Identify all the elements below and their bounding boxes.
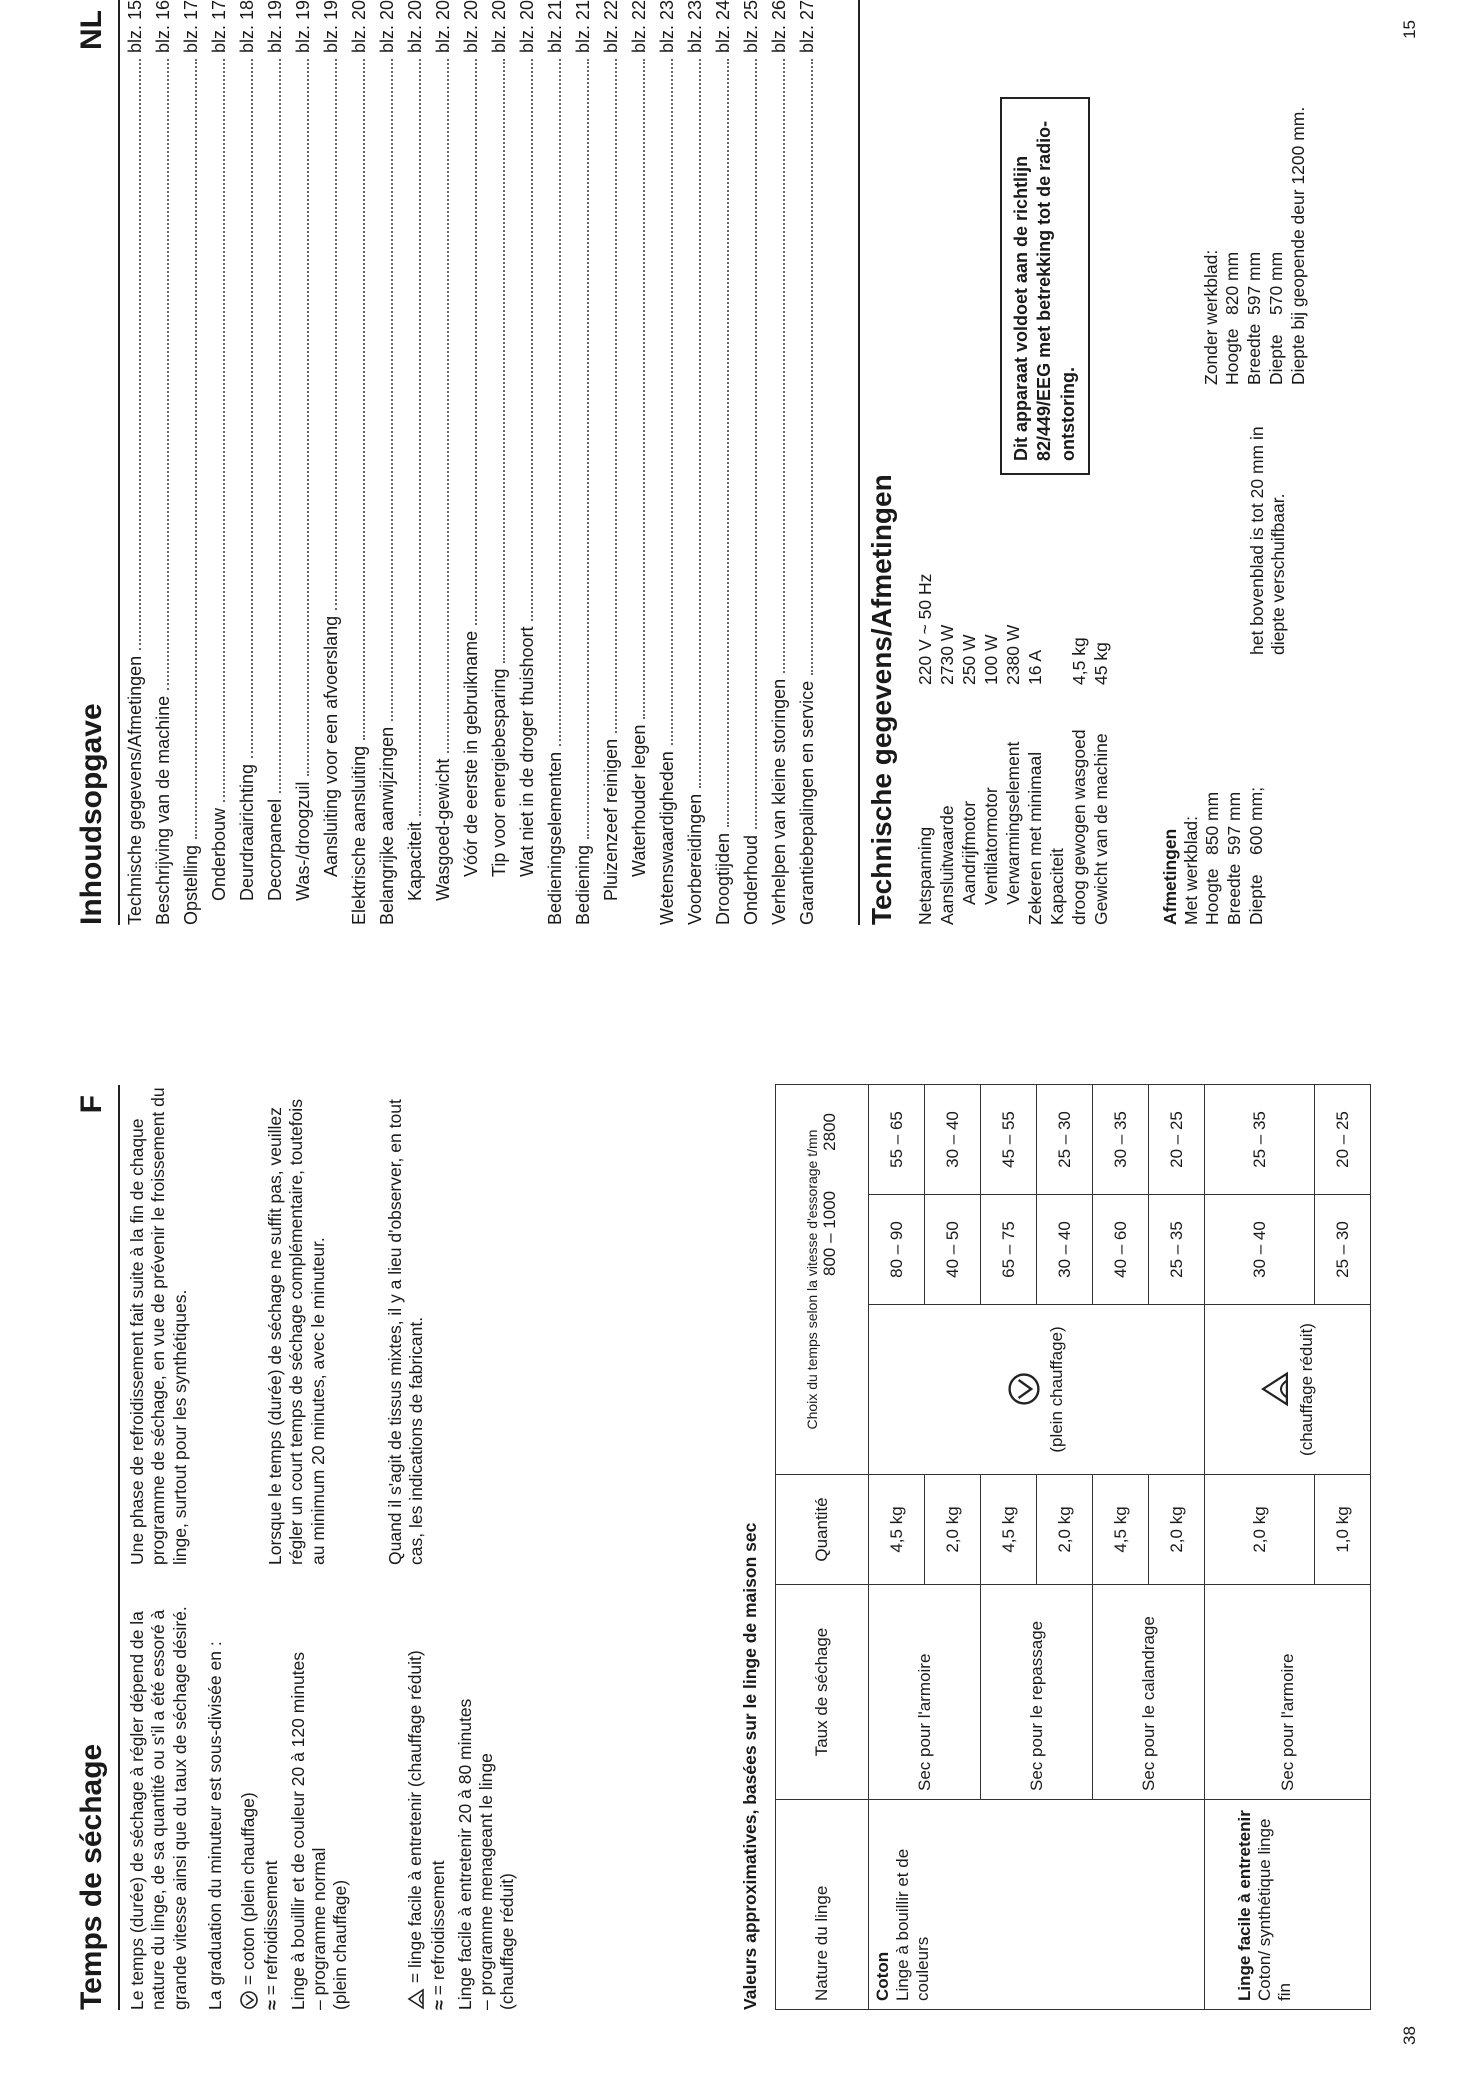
toc-entry-page: blz. 24 — [713, 0, 733, 54]
easy-desc: Coton/ synthétique linge fin — [1255, 1818, 1294, 2001]
easy-care-legend — [405, 1590, 519, 2010]
cell-program-coton — [869, 1305, 1205, 1475]
toc-leader-dots — [755, 59, 757, 829]
toc-leader-dots — [783, 59, 785, 673]
spec-row — [1091, 525, 1113, 925]
without-height-key: Hoogte — [1222, 328, 1242, 385]
spec-key: Aandrijfmotor — [959, 800, 979, 905]
coton-program-line-2: – programme normal — [309, 1847, 330, 2010]
cell-speed2: 30 – 35 — [1093, 1084, 1149, 1194]
short-dry-note: Lorsque le temps (durée) de séchage ne suffit pas, veuillez régler un court temps de séchage complémentaire, toutefois au minimum 20 minutes, avec le minuteur. — [265, 1099, 328, 1565]
cell-qty: 1,0 kg — [1315, 1475, 1371, 1585]
toc-leader-dots — [419, 59, 421, 816]
toc-leader-dots — [195, 59, 197, 839]
toc-entry-page: blz. 21 — [573, 0, 593, 54]
easy-program-line-1: Linge facile à entretenir 20 à 80 minutes — [454, 1698, 475, 2010]
spec-key: droog gewogen wasgoed — [1069, 729, 1089, 925]
cell-speed1: 65 – 75 — [981, 1195, 1037, 1305]
toc-entry-page: blz. 23 — [685, 0, 705, 54]
program-easy-label: (chauffage réduit) — [1297, 1323, 1316, 1456]
with-width-key: Breedte — [1224, 863, 1244, 925]
cell-qty: 2,0 kg — [1037, 1475, 1093, 1585]
cell-speed2: 45 – 55 — [981, 1084, 1037, 1194]
easy-name: Linge facile à entretenir — [1235, 1810, 1254, 2001]
cell-qty: 2,0 kg — [1149, 1475, 1205, 1585]
toc-entry — [265, 0, 293, 925]
toc-entry — [573, 0, 601, 925]
without-depth-key: Diepte — [1266, 334, 1286, 385]
cell-coton — [869, 1800, 1205, 2010]
toc-leader-dots — [139, 59, 141, 650]
spec-key: Ventilatormotor — [981, 787, 1001, 905]
toc-leader-dots — [335, 59, 337, 610]
specs-list — [915, 525, 1113, 925]
toc-entry-page: blz. 21 — [545, 0, 565, 54]
cell-qty: 4,5 kg — [1093, 1475, 1149, 1585]
toc-entry-title: Technische gegevens/Afmetingen — [125, 655, 145, 925]
cell-easy-care — [1205, 1800, 1371, 2010]
spec-value: 16 A — [1025, 649, 1045, 685]
toc-entry — [713, 0, 741, 925]
toc-entry-title: Droogtijden — [713, 832, 733, 925]
toc-entry-title: Elektrische aansluiting — [349, 745, 369, 925]
toc-entry-title: Onderhoud — [741, 834, 761, 925]
cell-qty: 2,0 kg — [925, 1475, 981, 1585]
spec-value: 45 kg — [1091, 642, 1111, 685]
header-choice — [776, 1084, 868, 1474]
toc-entry-title: Deurdraairichting — [237, 763, 257, 901]
legend-easy-text: = linge facile à entretenir (chauffage réduit) — [405, 1650, 425, 1984]
right-page-title: Inhoudsopgave — [75, 703, 108, 925]
toc-entry — [629, 0, 657, 925]
left-header-rule — [118, 1085, 120, 2010]
spec-value: 2380 W — [1003, 624, 1023, 685]
spec-row — [981, 525, 1003, 925]
cell-taux-repassage: Sec pour le repassage — [981, 1585, 1093, 1800]
toc-entry — [601, 0, 629, 925]
cooling-icon: ≈ — [261, 2000, 282, 2010]
intro-paragraph: Le temps (durée) de séchage à régler dépend de la nature du linge, de sa quantité ou s'il a été essoré à grande vitesse ainsi que du taux de séchage désiré. — [127, 1606, 190, 2010]
toc-entry-page: blz. 20 — [433, 0, 453, 54]
toc-leader-dots — [615, 59, 617, 733]
toc-leader-dots — [307, 59, 309, 776]
toc-entry — [769, 0, 797, 925]
legend-cooling-text-2: = refroidissement — [428, 1860, 449, 1996]
toc-entry-title: Tip voor energiebesparing — [489, 668, 509, 877]
spec-value: 250 W — [959, 634, 979, 685]
header-speed-800: 800 – 1000 — [819, 1190, 839, 1276]
toc-leader-dots — [251, 59, 253, 758]
with-depth-key: Diepte — [1246, 874, 1266, 925]
spec-key: Gewicht van de machine — [1091, 733, 1111, 925]
toc-entry — [545, 0, 573, 925]
cell-speed2: 30 – 40 — [925, 1084, 981, 1194]
toc-entry-title: Bedieningselementen — [545, 751, 565, 925]
spec-row — [1047, 525, 1069, 925]
toc-leader-dots — [167, 59, 169, 690]
toc-entry-title: Wetenswaardigheden — [657, 751, 677, 925]
toc-leader-dots — [559, 59, 561, 746]
toc-entry-title: Kapaciteit — [405, 821, 425, 901]
easy-program-line-3: (chauffage réduit) — [497, 1873, 518, 2010]
drying-time-table — [775, 1084, 1371, 2010]
without-height-val: 820 mm — [1222, 251, 1242, 315]
spec-row — [959, 525, 981, 925]
cell-speed2: 20 – 25 — [1315, 1084, 1371, 1194]
toc-entry — [489, 0, 517, 925]
toc-leader-dots — [223, 59, 225, 802]
toc-entry-page: blz. 26 — [769, 0, 789, 54]
easy-program-line-2: – programme menageant le linge — [476, 1753, 497, 2010]
toc-entry-page: blz. 27 — [797, 0, 817, 54]
toc-entry — [237, 0, 265, 925]
header-nature: Nature du linge — [776, 1800, 869, 2010]
cell-speed1: 30 – 40 — [1037, 1195, 1093, 1305]
cell-speed1: 40 – 60 — [1093, 1195, 1149, 1305]
toc-entry — [685, 0, 713, 925]
spec-row — [915, 525, 937, 925]
toc-leader-dots — [503, 59, 505, 662]
program-coton-label: (plein chauffage) — [1047, 1326, 1066, 1453]
door-open-depth: Diepte bij geopende deur 1200 mm. — [1288, 106, 1308, 385]
without-worktop-label: Zonder werkblad: — [1201, 249, 1221, 385]
toc-entry-title: Verhelpen van kleine storingen — [769, 678, 789, 925]
toc-leader-dots — [727, 59, 729, 827]
cell-speed2: 20 – 25 — [1149, 1084, 1205, 1194]
legend-cooling-text: = refroidissement — [261, 1860, 282, 1996]
toc-leader-dots — [531, 59, 533, 620]
header-quantity: Quantité — [776, 1475, 869, 1585]
spec-row — [937, 525, 959, 925]
toc-entry — [405, 0, 433, 925]
toc-entry — [209, 0, 237, 925]
spec-row — [1003, 525, 1025, 925]
toc-leader-dots — [587, 59, 589, 839]
toc-entry-title: Belangrijke aanwijzingen — [377, 726, 397, 925]
toc-entry — [153, 0, 181, 925]
easy-care-icon — [406, 1988, 426, 2010]
toc-entry-page: blz. 20 — [377, 0, 397, 54]
header-speed-2800: 2800 — [819, 1113, 839, 1151]
toc-entry-page: blz. 20 — [461, 0, 481, 54]
cell-taux-armoire-2: Sec pour l'armoire — [1205, 1585, 1371, 1800]
coton-legend — [238, 1590, 352, 2010]
right-page — [0, 0, 1482, 1000]
radio-interference-notice: Dit apparaat voldoet aan de richtlijn 82/449/EEG met betrekking tot de radio-ontstoring. — [1000, 97, 1090, 475]
toc-entry-title: Waterhouder legen — [629, 724, 649, 877]
toc-entry-page: blz. 19 — [293, 0, 313, 54]
spec-row — [1069, 525, 1091, 925]
toc-entry-title: Beschrijving van de machine — [153, 695, 173, 925]
header-taux: Taux de séchage — [776, 1585, 869, 1800]
toc-entry-page: blz. 16 — [153, 0, 173, 54]
spec-value: 2730 W — [937, 624, 957, 685]
toc-entry — [181, 0, 209, 925]
with-worktop-label: Met werkblad: — [1181, 816, 1201, 925]
dimensions-section — [1160, 25, 1309, 925]
spec-key: Kapaciteit — [1047, 848, 1067, 925]
toc-entry-page: blz. 15 — [125, 0, 145, 54]
left-page — [0, 1085, 1482, 2085]
cell-qty: 4,5 kg — [869, 1475, 925, 1585]
cell-speed2: 55 – 65 — [869, 1084, 925, 1194]
toc-leader-dots — [671, 59, 673, 745]
toc-entry — [517, 0, 545, 925]
toc-entry-title: Garantiebepalingen en service — [797, 680, 817, 925]
right-page-number: 15 — [1400, 20, 1419, 39]
cell-speed1: 25 – 30 — [1315, 1195, 1371, 1305]
toc-entry-page: blz. 20 — [517, 0, 537, 54]
toc-entry-page: blz. 20 — [489, 0, 509, 54]
spec-key: Aansluitwaarde — [937, 805, 957, 925]
with-height-key: Hoogte — [1202, 868, 1222, 925]
worktop-note: het bovenblad is tot 20 mm in diepte verschuifbaar. — [1247, 426, 1288, 655]
cell-speed2: 25 – 30 — [1037, 1084, 1093, 1194]
cell-taux-armoire: Sec pour l'armoire — [869, 1585, 981, 1800]
spec-key: Netspanning — [915, 826, 935, 925]
spec-value: 100 W — [981, 634, 1001, 685]
cell-taux-calandrage: Sec pour le calandrage — [1093, 1585, 1205, 1800]
toc-entry — [349, 0, 377, 925]
toc-entry — [321, 0, 349, 925]
cell-speed1: 25 – 35 — [1149, 1195, 1205, 1305]
toc-entry-title: Voorbereidingen — [685, 793, 705, 925]
cooling-phase-note: Une phase de refroidissement fait suite à la fin de chaque programme de séchage, en vue de prévenir le froissement du linge, surtout pour les synthétiques. — [127, 1087, 190, 1565]
with-height-val: 850 mm — [1202, 791, 1222, 855]
right-page-letter: NL — [75, 10, 108, 50]
table-row — [869, 1084, 925, 2009]
coton-name: Coton — [873, 1951, 892, 2001]
toc-entry — [657, 0, 685, 925]
cell-qty: 2,0 kg — [1205, 1475, 1315, 1585]
toc-entry-title: Decorpaneel — [265, 798, 285, 901]
with-width-val: 597 mm — [1224, 791, 1244, 855]
legend-coton-text: = coton (plein chauffage) — [238, 1792, 258, 1986]
without-depth-val: 570 mm — [1266, 251, 1286, 315]
cell-program-easy — [1205, 1305, 1371, 1475]
toc-leader-dots — [699, 59, 701, 788]
toc-entry — [433, 0, 461, 925]
left-page-number: 38 — [1400, 2026, 1419, 2045]
coton-program-line-1: Linge à bouillir et de couleur 20 à 120 minutes — [287, 1651, 308, 2010]
cell-speed1: 80 – 90 — [869, 1195, 925, 1305]
left-page-letter: F — [75, 1095, 108, 1114]
dimensions-title: Afmetingen — [1160, 828, 1180, 925]
toc-entry-title: Was-/droogzuil — [293, 781, 313, 901]
spec-row — [1025, 525, 1047, 925]
toc-entry-title: Bediening — [573, 844, 593, 925]
with-depth-val: 600 mm; — [1246, 786, 1266, 855]
spec-value: 4,5 kg — [1069, 637, 1089, 685]
toc-entry-title: Wasgoed-gewicht — [433, 758, 453, 901]
toc-entry-title: Onderbouw — [209, 807, 229, 901]
cell-qty: 4,5 kg — [981, 1475, 1037, 1585]
toc-entry-page: blz. 20 — [405, 0, 425, 54]
toc-entry — [461, 0, 489, 925]
coton-desc: Linge à bouillir et de couleurs — [893, 1848, 932, 2001]
toc-entry-page: blz. 17 — [209, 0, 229, 54]
toc-entry — [741, 0, 769, 925]
toc-entry-page: blz. 18 — [237, 0, 257, 54]
spec-value: 220 V ~ 50 Hz — [915, 573, 935, 685]
toc-leader-dots — [447, 59, 449, 753]
toc-entry-title: Wat niet in de droger thuishoort — [517, 626, 537, 877]
specs-rule — [858, 0, 860, 925]
toc-entry — [797, 0, 825, 925]
toc-entry-page: blz. 17 — [181, 0, 201, 54]
header-choice-text: Choix du temps selon la vitesse d'essorage t/mn — [803, 1129, 820, 1430]
toc-entry-page: blz. 19 — [265, 0, 285, 54]
spec-key: Zekeren met minimaal — [1025, 751, 1045, 925]
toc-leader-dots — [811, 59, 813, 675]
without-width-key: Breedte — [1244, 323, 1264, 385]
cotton-heating-icon — [1006, 1372, 1042, 1408]
cell-speed1: 30 – 40 — [1205, 1195, 1315, 1305]
toc-entry-title: Aansluiting voor een afvoerslang — [321, 615, 341, 877]
toc-leader-dots — [475, 59, 477, 625]
table-row — [1205, 1084, 1315, 2009]
toc-entry — [293, 0, 321, 925]
toc-entry-title: Opstelling — [181, 844, 201, 925]
cell-speed2: 25 – 35 — [1205, 1084, 1315, 1194]
toc-entry-page: blz. 22 — [601, 0, 621, 54]
toc-entry-page: blz. 25 — [741, 0, 761, 54]
toc-leader-dots — [643, 59, 645, 719]
left-page-title: Temps de séchage — [75, 1743, 108, 2010]
toc-leader-dots — [279, 59, 281, 793]
easy-care-icon — [1258, 1371, 1292, 1409]
right-header-rule — [118, 0, 120, 925]
cell-speed1: 40 – 50 — [925, 1195, 981, 1305]
specs-title: Technische gegevens/Afmetingen — [866, 474, 897, 925]
table-of-contents — [125, 0, 825, 925]
toc-entry-title: Pluizenzeef reinigen — [601, 738, 621, 901]
toc-entry-page: blz. 19 — [321, 0, 341, 54]
without-width-val: 597 mm — [1244, 251, 1264, 315]
toc-leader-dots — [391, 59, 393, 721]
toc-entry — [377, 0, 405, 925]
spec-key: Verwarmingselement — [1003, 741, 1023, 905]
graduation-text: La graduation du minuteur est sous-divisée en : — [205, 1641, 225, 2010]
toc-entry-page: blz. 22 — [629, 0, 649, 54]
coton-program-line-3: (plein chauffage) — [330, 1879, 351, 2010]
table-header-row — [776, 1084, 868, 2009]
mixed-fabric-note: Quand il s'agit de tissus mixtes, il y a lieu d'observer, en tout cas, les indications de fabricant. — [385, 1099, 427, 1565]
toc-entry-title: Vóór de eerste in gebruikname — [461, 630, 481, 877]
toc-leader-dots — [363, 59, 365, 740]
toc-entry-page: blz. 20 — [349, 0, 369, 54]
toc-entry — [125, 0, 153, 925]
cotton-heating-icon — [239, 1990, 259, 2010]
toc-entry-page: blz. 23 — [657, 0, 677, 54]
cooling-icon: ≈ — [428, 2000, 449, 2010]
table-caption: Valeurs approximatives, basées sur le linge de maison sec — [740, 1522, 760, 2010]
